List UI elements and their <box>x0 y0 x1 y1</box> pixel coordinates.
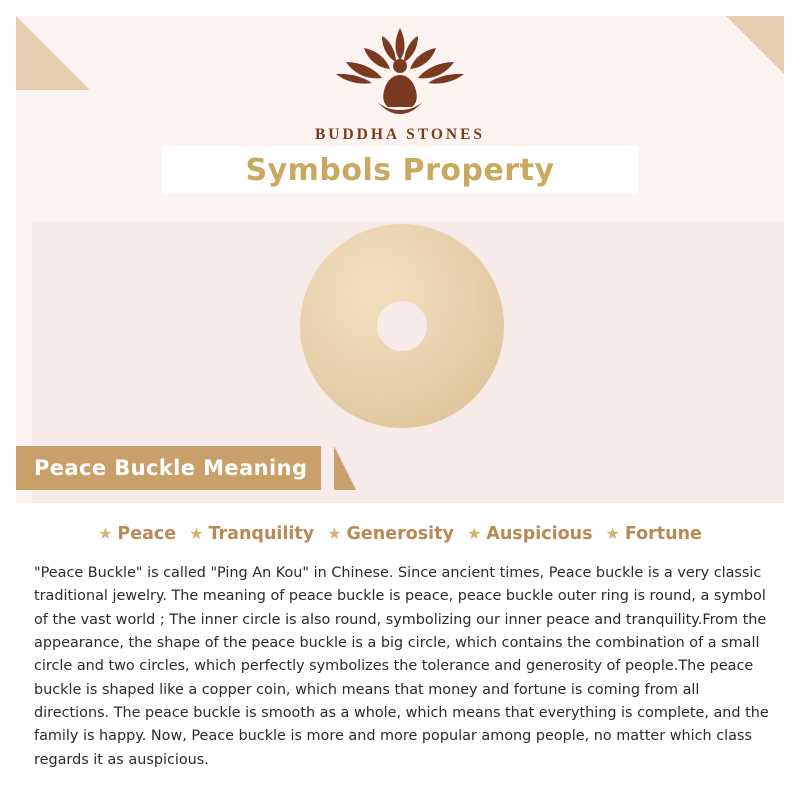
peace-buckle-image <box>300 224 504 428</box>
keyword-label: Fortune <box>624 524 702 544</box>
page-title: Symbols Property <box>245 152 555 188</box>
border-top <box>0 0 800 16</box>
section-ribbon <box>16 446 321 490</box>
keyword-item-tranquility <box>189 524 314 544</box>
keyword-item-generosity <box>327 524 454 544</box>
keyword-item-fortune <box>606 524 702 544</box>
keyword-item-peace <box>98 524 176 544</box>
description-text: "Peace Buckle" is called "Ping An Kou" in Chinese. Since ancient times, Peace buckle is a very classic traditional jewelry. The meaning of peace buckle is peace, peace buckle outer ring is round, a symbol of the vast world ; The inner circle is also round, symbolizing our inner peace and tranquility.From the appearance, the shape of the peace buckle is a big circle, which contains the combination of a small circle and two circles, which perfectly symbolizes the tolerance and generosity of people.The peace buckle is shaped like a copper coin, which means that money and fortune is coming from all directions. The peace buckle is smooth as a whole, which means that everything is complete, and the family is happy. Now, Peace buckle is more and more popular among people, no matter which class regards it as auspicious. <box>34 565 769 768</box>
star-icon: ★ <box>327 524 342 543</box>
star-icon: ★ <box>98 524 113 543</box>
keyword-item-auspicious <box>467 524 593 544</box>
page-title-band <box>162 146 638 194</box>
brand-logo <box>0 22 800 144</box>
keyword-label: Generosity <box>346 524 454 544</box>
lotus-meditation-icon <box>320 22 480 122</box>
brand-name: BUDDHA STONES <box>314 126 486 143</box>
peace-buckle-inner-hole <box>377 301 427 351</box>
keyword-label: Auspicious <box>486 524 593 544</box>
keyword-label: Tranquility <box>208 524 315 544</box>
keyword-list <box>0 524 800 544</box>
section-ribbon-tail <box>334 446 356 490</box>
star-icon: ★ <box>466 524 482 543</box>
border-bottom <box>0 786 800 800</box>
section-ribbon-label: Peace Buckle Meaning <box>34 456 308 480</box>
star-icon: ★ <box>605 524 620 543</box>
star-icon: ★ <box>189 524 204 543</box>
keyword-label: Peace <box>117 524 177 544</box>
